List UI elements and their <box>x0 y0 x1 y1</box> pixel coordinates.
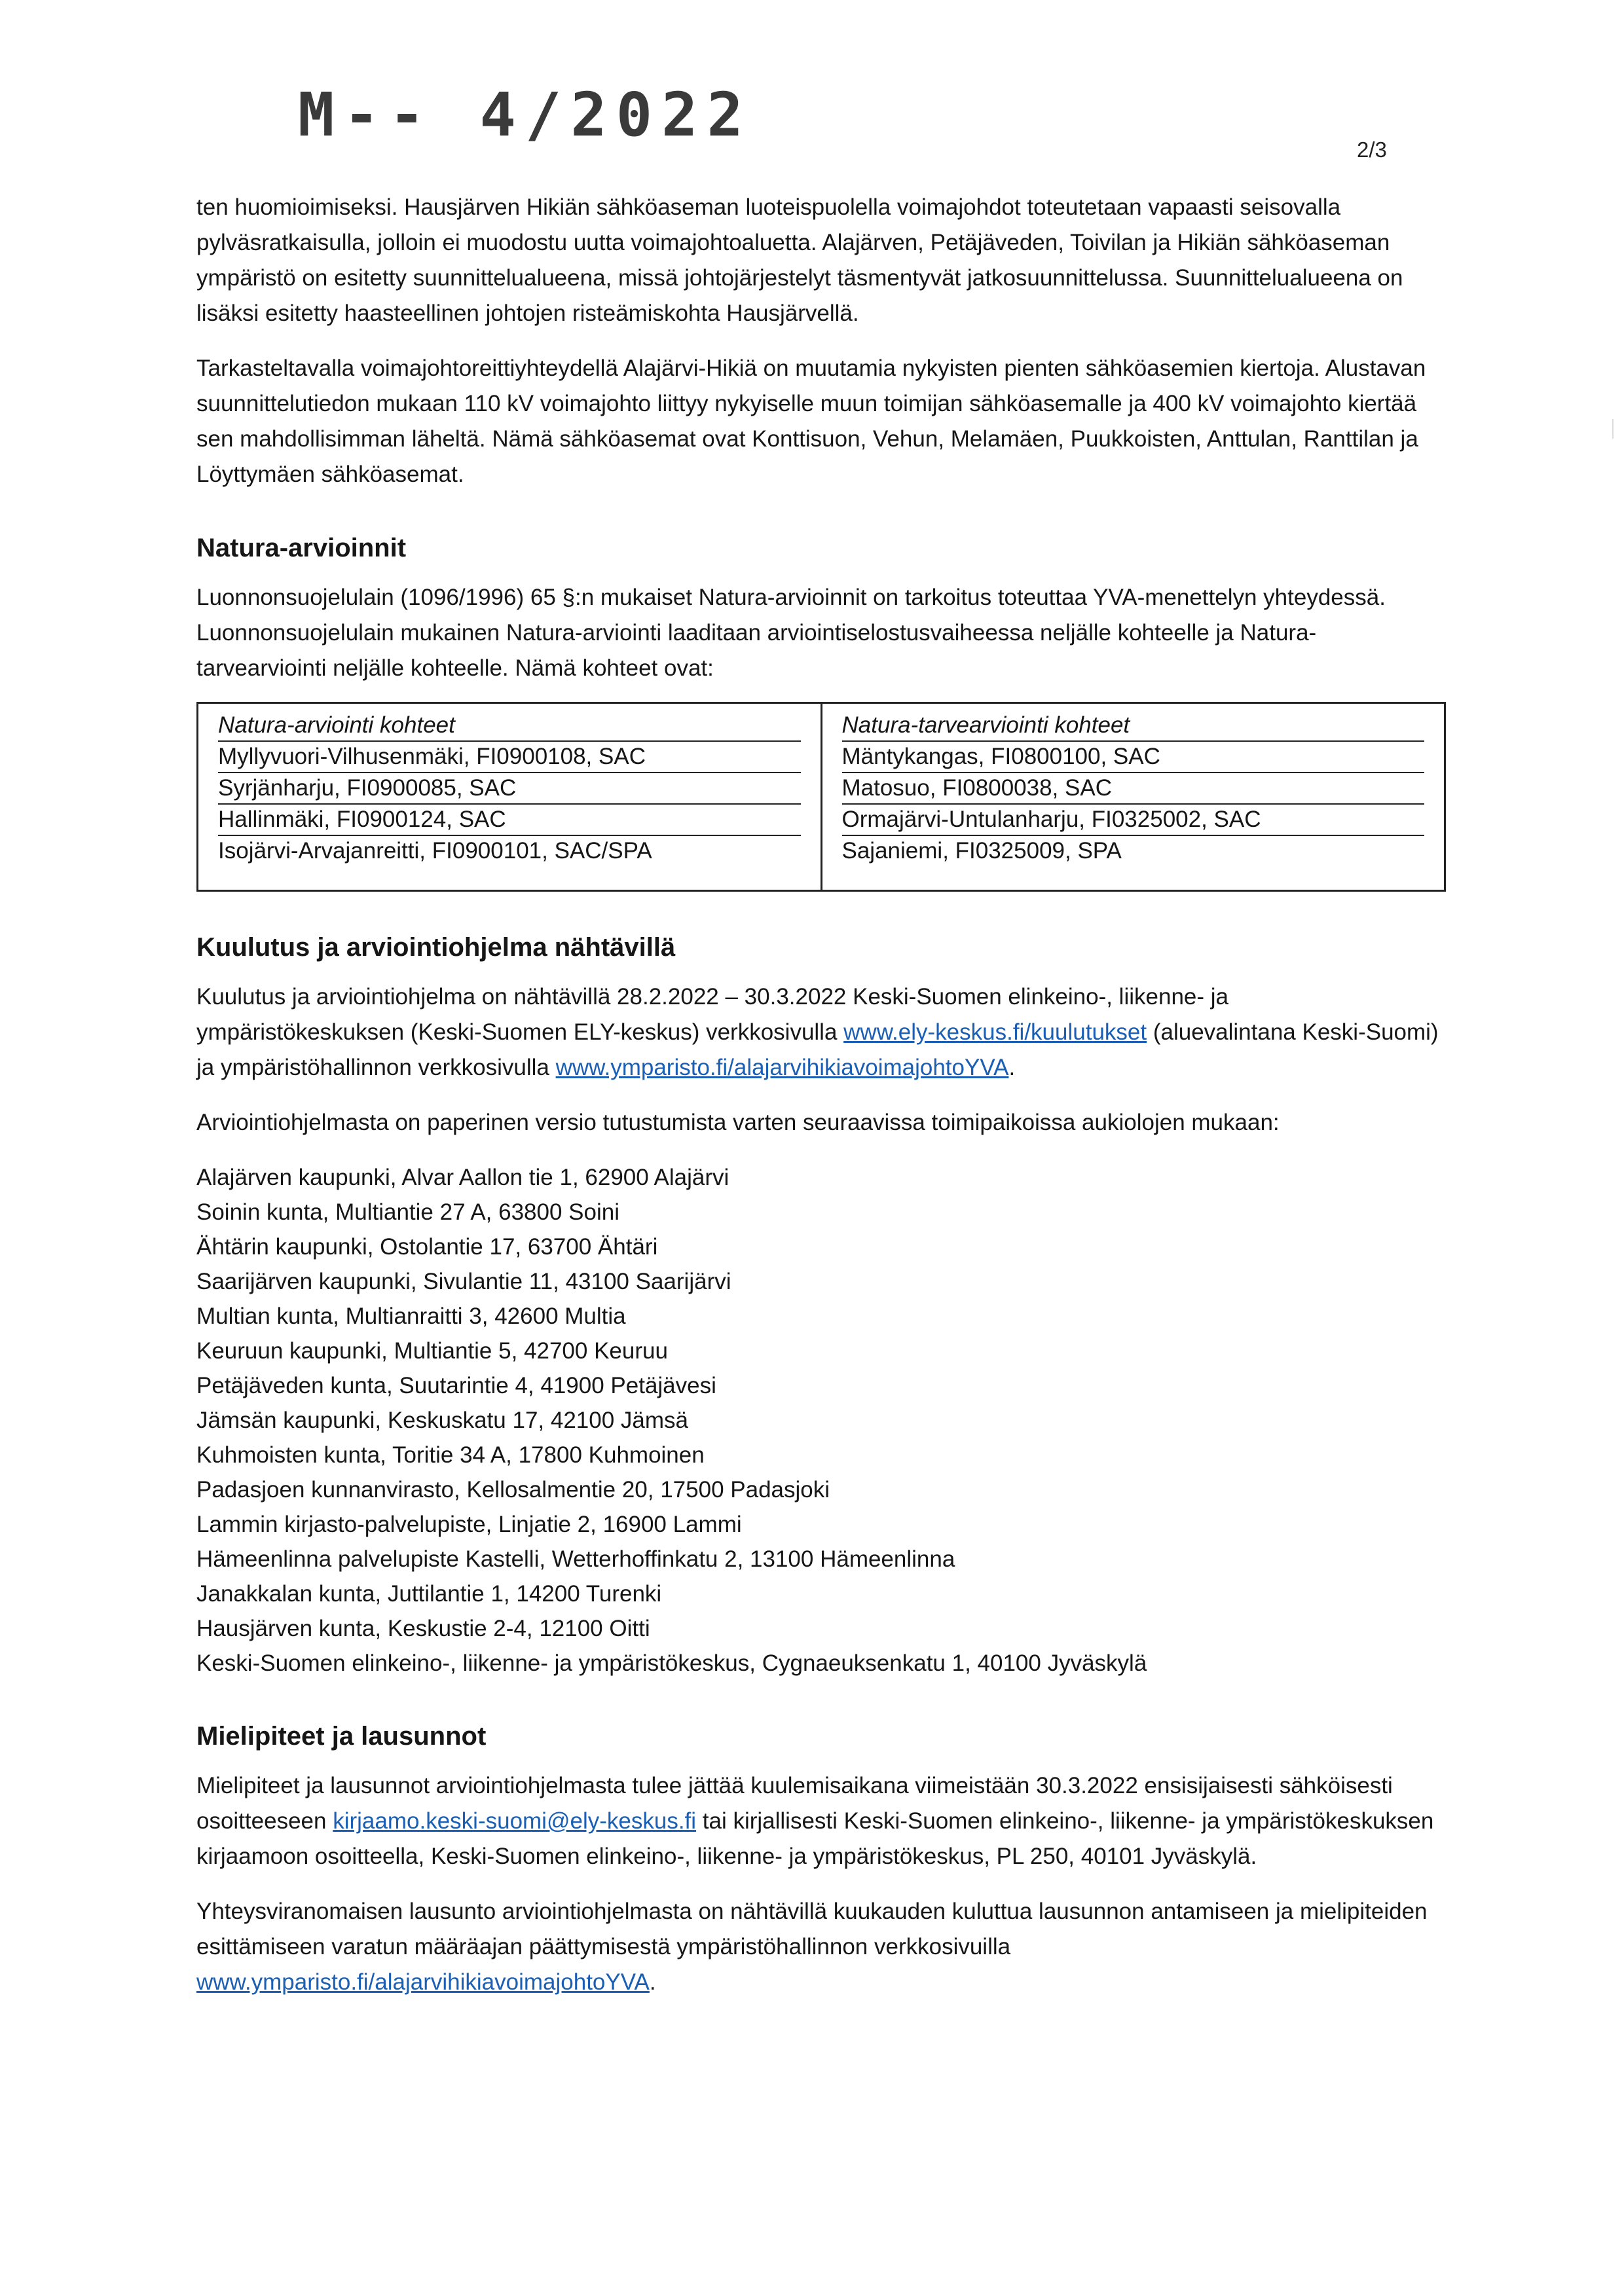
natura-table-right-column <box>821 703 1445 891</box>
address-item: Hämeenlinna palvelupiste Kastelli, Wetterhoffinkatu 2, 13100 Hämeenlinna <box>196 1546 955 1572</box>
natura-table-row <box>198 703 1445 891</box>
address-item: Lammin kirjasto-palvelupiste, Linjatie 2, 16900 Lammi <box>196 1512 742 1537</box>
text-segment: . <box>1008 1055 1016 1080</box>
page-number: 2/3 <box>1357 137 1387 162</box>
address-item: Jämsän kaupunki, Keskuskatu 17, 42100 Jämsä <box>196 1408 688 1433</box>
heading-natura: Natura-arvioinnit <box>196 534 407 562</box>
natura-left-item: Isojärvi-Arvajanreitti, FI0900101, SAC/SPA <box>218 838 652 864</box>
address-item: Petäjäveden kunta, Suutarintie 4, 41900 Petäjävesi <box>196 1373 716 1398</box>
paragraph-mielipiteet <box>196 1768 1441 1874</box>
natura-table-wrapper <box>196 702 1441 892</box>
link-ely-kuulutukset[interactable]: www.ely-keskus.fi/kuulutukset <box>843 1019 1147 1045</box>
address-item: Saarijärven kaupunki, Sivulantie 11, 43100 Saarijärvi <box>196 1269 731 1294</box>
address-item: Soinin kunta, Multiantie 27 A, 63800 Soini <box>196 1199 619 1225</box>
heading-kuulutus: Kuulutus ja arviointiohjelma nähtävillä <box>196 933 676 962</box>
address-item: Kuhmoisten kunta, Toritie 34 A, 17800 Kuhmoinen <box>196 1442 705 1468</box>
natura-table <box>196 702 1446 892</box>
document-body <box>196 190 1441 2020</box>
paragraph-intro: ten huomioimiseksi. Hausjärven Hikiän sähköaseman luoteispuolella voimajohdot toteutetaan vapaasti seisovalla pylväsratkaisulla, jolloin ei muodostu uutta voimajohtoaluetta. Alajärven, Petäjäveden, Toivilan ja Hikiän sähköaseman ympäristö on esitetty suunnittelualueena, missä johtojärjestelyt täsmentyvät jatkosuunnittelussa. Suunnittelualueena on lisäksi esitetty haasteellinen johtojen risteämiskohta Hausjärvellä. <box>196 194 1403 326</box>
paragraph-natura-intro: Luonnonsuojelulain (1096/1996) 65 §:n mukaiset Natura-arvioinnit on tarkoitus toteuttaa YVA-menettelyn yhteydessä. Luonnonsuojelulain mukainen Natura-arviointi laaditaan arviointiselostusvaiheessa neljälle kohteelle ja Natura-tarvearviointi neljälle kohteelle. Nämä kohteet ovat: <box>196 585 1386 681</box>
address-item: Alajärven kaupunki, Alvar Aallon tie 1, 62900 Alajärvi <box>196 1165 729 1190</box>
paragraph-substations: Tarkasteltavalla voimajohtoreittiyhteydellä Alajärvi-Hikiä on muutamia nykyisten pienten sähköasemien kiertoja. Alustavan suunnittelutiedon mukaan 110 kV voimajohto liittyy nykyiselle muun toimijan sähköasemalle ja 400 kV voimajohto kiertää sen mahdollisimman läheltä. Nämä sähköasemat ovat Konttisuon, Vehun, Melamäen, Puukkoisten, Anttulan, Ranttilan ja Löyttymäen sähköasemat. <box>196 355 1426 487</box>
text-segment: . <box>649 1969 656 1995</box>
link-ymparisto-yva[interactable]: www.ymparisto.fi/alajarvihikiavoimajohtoYVA <box>555 1055 1009 1080</box>
paragraph-kuulutus <box>196 979 1441 1085</box>
address-item: Janakkalan kunta, Juttilantie 1, 14200 Turenki <box>196 1581 662 1607</box>
natura-right-item: Mäntykangas, FI0800100, SAC <box>842 742 1425 773</box>
natura-left-item: Syrjänharju, FI0900085, SAC <box>218 773 801 805</box>
natura-right-item: Ormajärvi-Untulanharju, FI0325002, SAC <box>842 805 1425 836</box>
natura-left-item: Myllyvuori-Vilhusenmäki, FI0900108, SAC <box>218 742 801 773</box>
address-item: Keuruun kaupunki, Multiantie 5, 42700 Keuruu <box>196 1338 668 1364</box>
natura-left-item: Hallinmäki, FI0900124, SAC <box>218 805 801 836</box>
address-item: Multian kunta, Multianraitti 3, 42600 Multia <box>196 1303 626 1329</box>
address-item: Padasjoen kunnanvirasto, Kellosalmentie 20, 17500 Padasjoki <box>196 1477 830 1503</box>
text-segment: Kuulutus ja arviointiohjelma on nähtävillä 28.2.2022 – 30.3.2022 Keski-Suomen elinkeino-, liikenne- ja ympäristökeskuksen (Keski-Suomen ELY-keskus) verkkosivulla <box>196 984 1228 1045</box>
address-item: Ähtärin kaupunki, Ostolantie 17, 63700 Ähtäri <box>196 1234 658 1260</box>
paragraph-paper-version: Arviointiohjelmasta on paperinen versio tutustumista varten seuraavissa toimipaikoissa aukiolojen mukaan: <box>196 1110 1280 1135</box>
text-segment: Mielipiteet ja lausunnot arviointiohjelmasta tulee jättää kuulemisaikana viimeistään 30.3.2022 ensisijaisesti sähköisesti osoitteeseen <box>196 1773 1393 1834</box>
heading-mielipiteet: Mielipiteet ja lausunnot <box>196 1722 487 1751</box>
link-kirjaamo-email[interactable]: kirjaamo.keski-suomi@ely-keskus.fi <box>333 1808 697 1834</box>
document-stamp: M-- 4/2022 <box>298 80 752 150</box>
address-item: Hausjärven kunta, Keskustie 2-4, 12100 Oitti <box>196 1616 650 1641</box>
margin-mark <box>1612 419 1614 439</box>
natura-right-header: Natura-tarvearviointi kohteet <box>842 710 1425 742</box>
natura-right-item: Matosuo, FI0800038, SAC <box>842 773 1425 805</box>
paragraph-lausunto <box>196 1894 1441 2000</box>
natura-right-item: Sajaniemi, FI0325009, SPA <box>841 838 1122 864</box>
natura-table-left-column <box>198 703 822 891</box>
text-segment: Yhteysviranomaisen lausunto arviointiohjelmasta on nähtävillä kuukauden kuluttua lausunnon antamiseen ja mielipiteiden esittämiseen varatun määräajan päättymisestä ympäristöhallinnon verkkosivuilla <box>196 1899 1428 1959</box>
text-segment: tai kirjallisesti Keski-Suomen elinkeino-, liikenne- ja ympäristökeskuksen kirjaamoon osoitteella, Keski-Suomen elinkeino-, liikenne- ja ympäristökeskus, PL 250, 40101 Jyväskylä. <box>196 1808 1434 1869</box>
address-item: Keski-Suomen elinkeino-, liikenne- ja ympäristökeskus, Cygnaeuksenkatu 1, 40100 Jyväskylä <box>196 1650 1147 1676</box>
text-segment: (aluevalintana Keski-Suomi) ja ympäristöhallinnon verkkosivulla <box>196 1019 1439 1080</box>
address-list <box>196 1160 1441 1681</box>
link-ymparisto-yva[interactable]: www.ymparisto.fi/alajarvihikiavoimajohtoYVA <box>196 1969 650 1995</box>
natura-left-header: Natura-arviointi kohteet <box>218 710 801 742</box>
